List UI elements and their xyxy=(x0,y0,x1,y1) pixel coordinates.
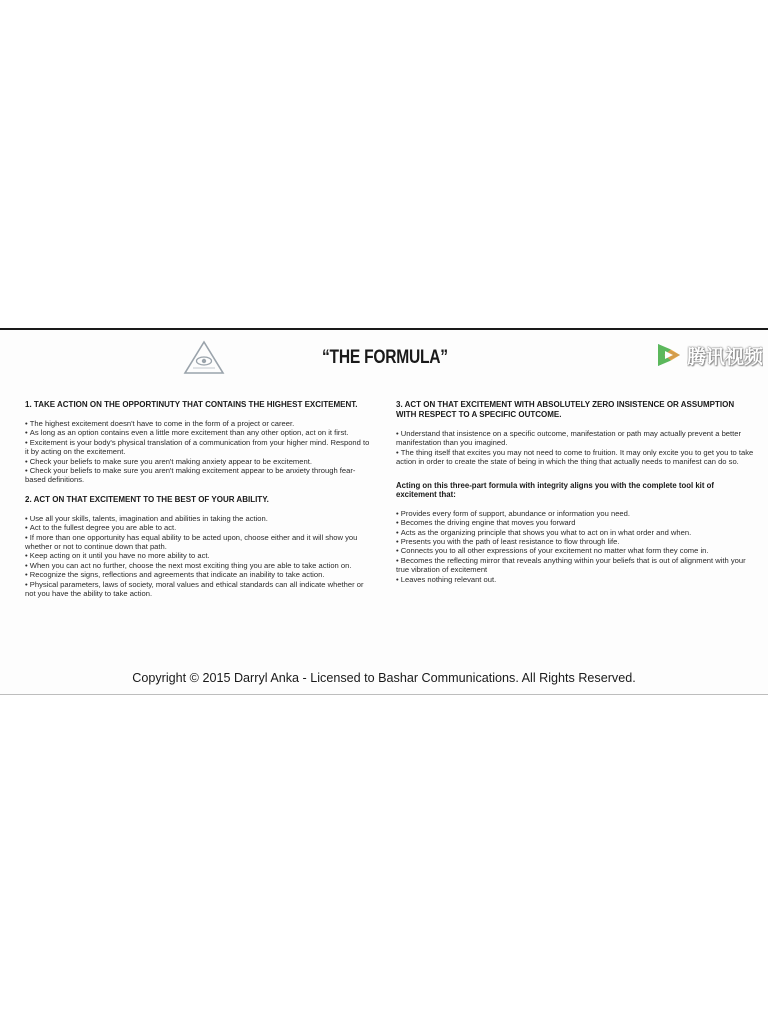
list-item: • Check your beliefs to make sure you aren't making anxiety appear to be excitement. xyxy=(25,457,370,466)
list-item: • Leaves nothing relevant out. xyxy=(396,575,756,584)
list-item: • The thing itself that excites you may not need to come to fruition. It may only excite you to get you to take action in order to create the state of being in which the thing that actually needs to manifest can do so. xyxy=(396,448,756,467)
list-item: • Excitement is your body's physical translation of a communication from your higher mind. Respond to it by acting on the excitement. xyxy=(25,438,370,457)
list-item: • Keep acting on it until you have no more ability to act. xyxy=(25,551,370,560)
list-item: • Physical parameters, laws of society, moral values and ethical standards can all indicate whether or not you have the ability to take action. xyxy=(25,580,370,599)
list-item: • Acts as the organizing principle that shows you what to act on in what order and when. xyxy=(396,528,756,537)
copyright-notice: Copyright © 2015 Darryl Anka - Licensed to Bashar Communications. All Rights Reserved. xyxy=(132,671,636,685)
toolkit-heading: Acting on this three-part formula with integrity aligns you with the complete tool kit of excitement that: xyxy=(396,480,714,500)
list-item: • Becomes the driving engine that moves you forward xyxy=(396,518,756,527)
section2-heading: 2. ACT ON THAT EXCITEMENT TO THE BEST OF YOUR ABILITY. xyxy=(25,494,269,504)
section3-list xyxy=(396,429,756,467)
watermark-text: 腾讯视频 xyxy=(687,345,764,368)
list-item: • Presents you with the path of least resistance to flow through life. xyxy=(396,537,756,546)
slide-title: “THE FORMULA” xyxy=(322,347,448,368)
list-item: • Connects you to all other expressions of your excitement no matter what form they come in. xyxy=(396,546,756,555)
list-item: • Act to the fullest degree you are able to act. xyxy=(25,523,370,532)
list-item: • Check your beliefs to make sure you aren't making excitement appear to be anxiety through fear-based definitions. xyxy=(25,466,370,485)
section1-heading: 1. TAKE ACTION ON THE OPPORTINUTY THAT CONTAINS THE HIGHEST EXCITEMENT. xyxy=(25,400,358,409)
list-item: • When you can act no further, choose the next most exciting thing you are able to take action on. xyxy=(25,561,370,570)
list-item: • If more than one opportunity has equal ability to be acted upon, choose either and it will show you whether or not to continue down that path. xyxy=(25,533,370,552)
formula-slide xyxy=(0,328,768,695)
section3-heading: 3. ACT ON THAT EXCITEMENT WITH ABSOLUTELY ZERO INSISTENCE OR ASSUMPTION WITH RESPECT TO A SPECIFIC OUTCOME. xyxy=(396,400,735,419)
left-column xyxy=(25,400,370,599)
list-item: • The highest excitement doesn't have to come in the form of a project or career. xyxy=(25,419,370,428)
list-item: • Provides every form of support, abundance or information you need. xyxy=(396,509,756,518)
list-item: • As long as an option contains even a little more excitement than any other option, act on it first. xyxy=(25,428,370,437)
section2-list xyxy=(25,514,370,599)
list-item: • Use all your skills, talents, imagination and abilities in taking the action. xyxy=(25,514,370,523)
toolkit-list xyxy=(396,509,756,584)
list-item: • Recognize the signs, reflections and agreements that indicate an inability to take action. xyxy=(25,570,370,579)
watermark xyxy=(654,340,768,370)
list-item: • Becomes the reflecting mirror that reveals anything within your beliefs that is out of alignment with your true vibration of excitement xyxy=(396,556,756,575)
right-column xyxy=(396,400,756,584)
list-item: • Understand that insistence on a specific outcome, manifestation or path may actually prevent a better manifestation than you imagined. xyxy=(396,429,756,448)
tencent-video-play-icon xyxy=(654,341,684,369)
section1-list xyxy=(25,419,370,485)
